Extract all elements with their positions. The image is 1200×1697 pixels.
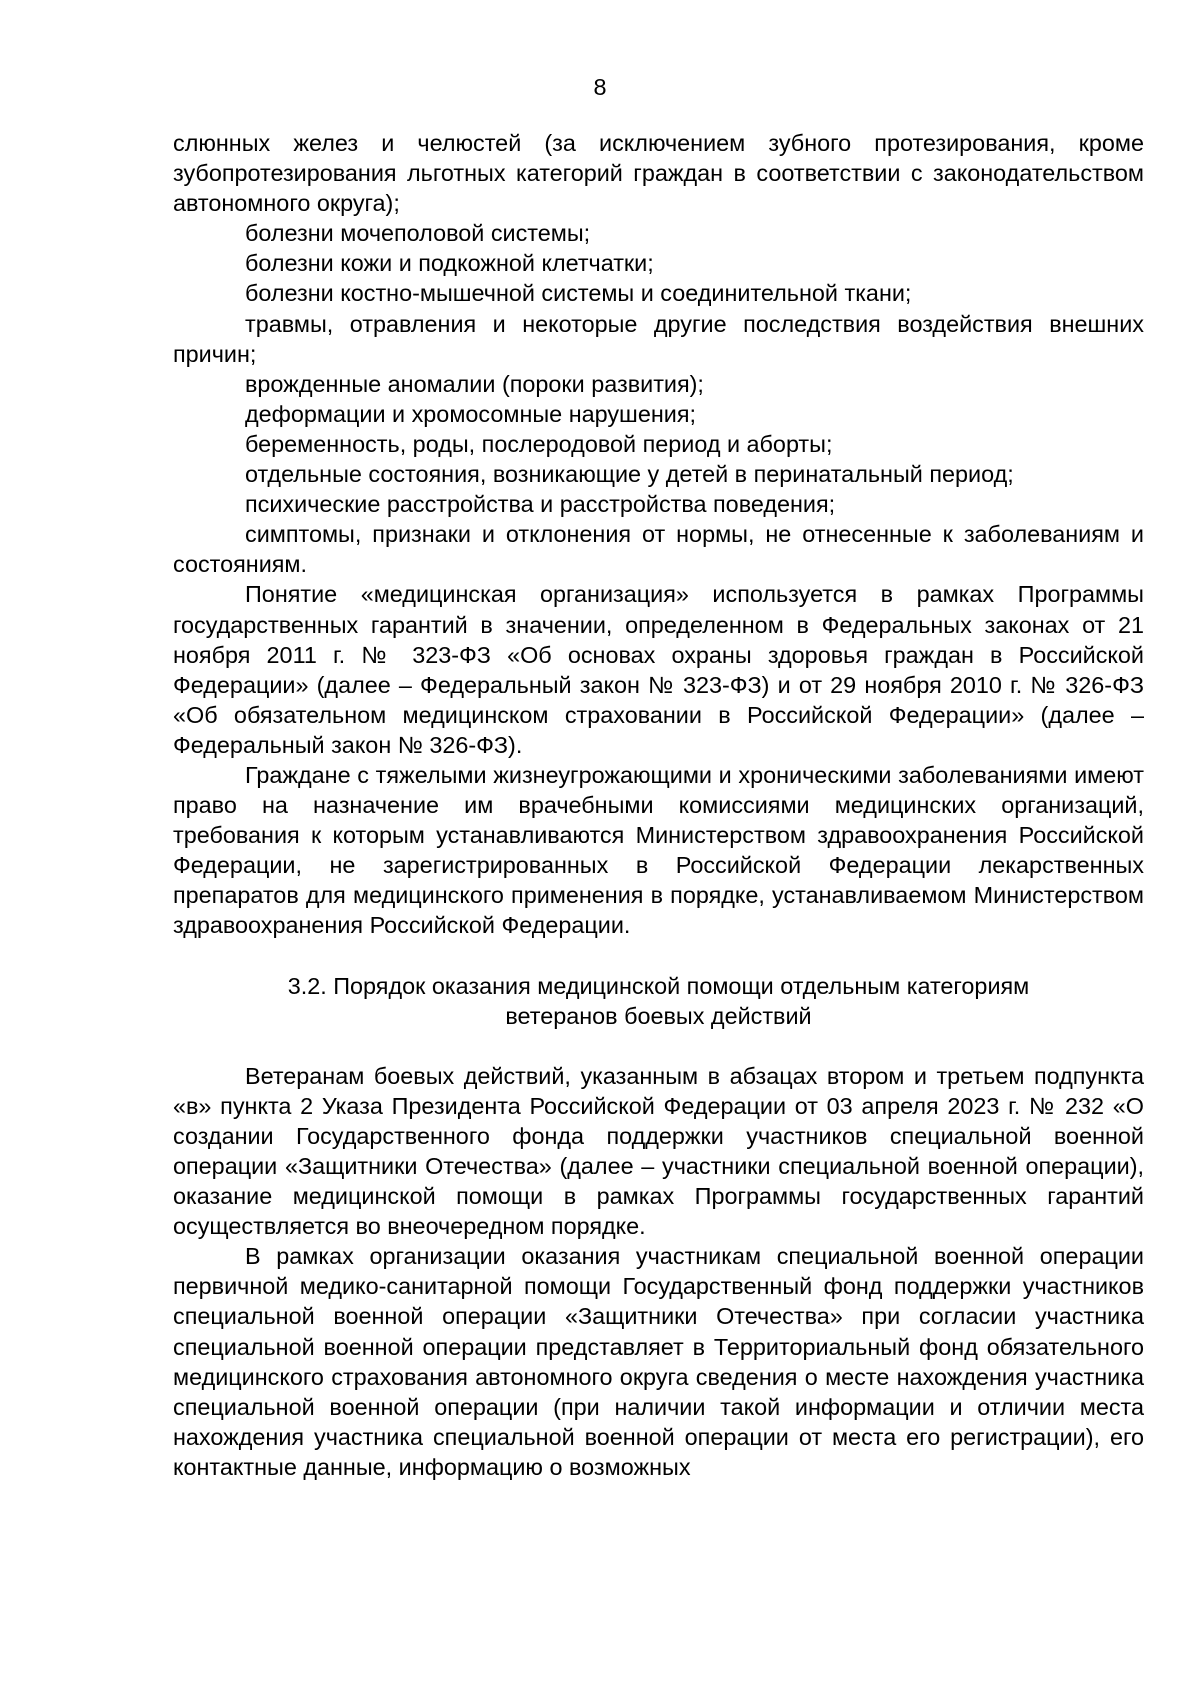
paragraph-veterans: Ветеранам боевых действий, указанным в абзацах втором и третьем подпункта «в» пункта 2 Указа Президента Российской Федерации от 03 апреля 2023 г. № 232 «О создании Государственного фонда поддержки участников специальной военной операции «Защитники Отечества» (далее – участники специальной военной операции), оказание медицинской помощи в рамках Программы государственных гарантий осуществляется во внеочередном порядке. xyxy=(173,1062,1144,1240)
section-heading xyxy=(173,971,1144,1031)
page-number: 8 xyxy=(593,74,607,100)
document-body xyxy=(173,128,1144,1482)
list-item: врожденные аномалии (пороки развития); xyxy=(245,370,704,397)
list-item: беременность, роды, послеродовой период и аборты; xyxy=(245,430,833,457)
section-body xyxy=(173,1061,1144,1482)
list-item: болезни мочеполовой системы; xyxy=(245,220,591,247)
list-item: симптомы, признаки и отклонения от нормы, не отнесенные к заболеваниям и состояниям. xyxy=(173,521,1144,578)
paragraph-medical-organization: Понятие «медицинская организация» используется в рамках Программы государственных гарантий в значении, определенном в Федеральных законах от 21 ноября 2011 г. № 323-ФЗ «Об основах охраны здоровья граждан в Российской Федерации» (далее – Федеральный закон № 323-ФЗ) и от 29 ноября 2010 г. № 326-ФЗ «Об обязательном медицинском страховании в Российской Федерации» (далее – Федеральный закон № 326-ФЗ). xyxy=(173,581,1144,758)
list-item: деформации и хромосомные нарушения; xyxy=(245,400,696,427)
paragraph-continuation: слюнных желез и челюстей (за исключением зубного протезирования, кроме зубопротезирования льготных категорий граждан в соответствии с законодательством автономного округа); xyxy=(173,130,1144,217)
section-heading-line1: 3.2. Порядок оказания медицинской помощи отдельным категориям xyxy=(287,972,1030,999)
list-item: болезни кожи и подкожной клетчатки; xyxy=(245,250,654,277)
paragraph-citizens: Граждане с тяжелыми жизнеугрожающими и хроническими заболеваниями имеют право на назначение им врачебными комиссиями медицинских организаций, требования к которым устанавливаются Министерством здравоохранения Российской Федерации, не зарегистрированных в Российской Федерации лекарственных препаратов для медицинского применения в порядке, устанавливаемом Министерством здравоохранения Российской Федерации. xyxy=(173,761,1144,939)
list-item: психические расстройства и расстройства поведения; xyxy=(245,491,836,518)
section-heading-line2: ветеранов боевых действий xyxy=(505,1002,812,1029)
list-item: болезни костно-мышечной системы и соединительной ткани; xyxy=(245,280,912,307)
list-item: отдельные состояния, возникающие у детей в перинатальный период; xyxy=(245,461,1014,488)
list-item: травмы, отравления и некоторые другие последствия воздействия внешних причин; xyxy=(173,310,1144,367)
paragraph-fund: В рамках организации оказания участникам специальной военной операции первичной медико-санитарной помощи Государственный фонд поддержки участников специальной военной операции «Защитники Отечества» при согласии участника специальной военной операции представляет в Территориальный фонд обязательного медицинского страхования автономного округа сведения о месте нахождения участника специальной военной операции (при наличии такой информации и отличии места нахождения участника специальной военной операции от места его регистрации), его контактные данные, информацию о возможных xyxy=(173,1243,1144,1480)
